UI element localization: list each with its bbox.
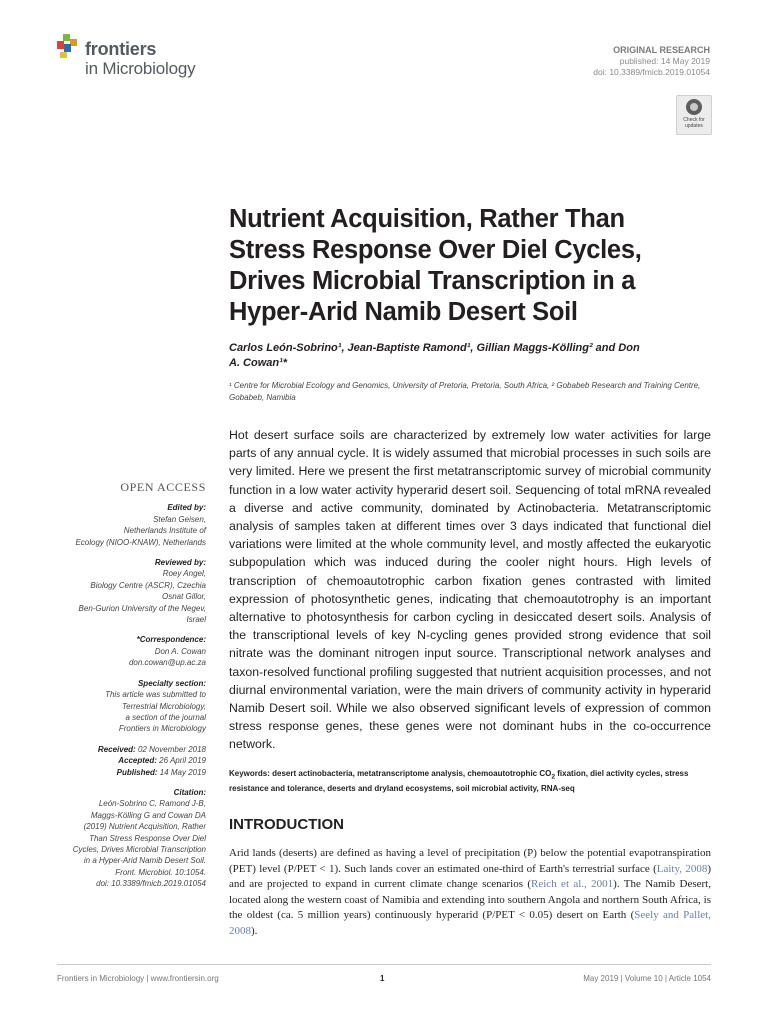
citation-label: Citation: xyxy=(173,787,206,797)
keywords-label: Keywords: xyxy=(229,769,270,778)
article-type: ORIGINAL RESEARCH xyxy=(613,45,710,55)
accepted-value: 26 April 2019 xyxy=(159,756,206,766)
article-sidebar xyxy=(50,482,206,890)
intro-text-1: Arid lands (deserts) are defined as having a level of precipitation (P) below the potential evapotranspiration (PET) level (P/PET < 1). Such lands cover an estimated one-third of Earth's terrestrial surface ( xyxy=(229,847,711,875)
section-heading-introduction: INTRODUCTION xyxy=(229,816,344,833)
edited-by-label: Edited by: xyxy=(167,503,206,513)
keywords xyxy=(229,768,711,795)
edited-by-line: Stefan Geisen, xyxy=(153,514,206,524)
author-list[interactable]: Carlos León-Sobrino¹, Jean-Baptiste Ramond¹, Gillian Maggs-Kölling² and Don A. Cowan¹* xyxy=(229,342,640,369)
frontiers-logo-icon xyxy=(57,34,81,60)
specialty-section-block xyxy=(50,689,206,735)
reviewed-by-line: Israel xyxy=(186,615,206,625)
citation-line: Than Stress Response Over Diel xyxy=(89,833,206,843)
accepted-date xyxy=(50,755,206,766)
accepted-label: Accepted: xyxy=(118,756,157,766)
received-date xyxy=(50,744,206,755)
citation-line: in a Hyper-Arid Namib Desert Soil. xyxy=(83,856,206,866)
citation-line: León-Sobrino C, Ramond J-B, xyxy=(98,799,206,809)
article-doi[interactable]: doi: 10.3389/fmicb.2019.01054 xyxy=(593,67,710,77)
reviewed-by-line: Biology Centre (ASCR), Czechia xyxy=(90,580,206,590)
reviewed-by-line: Osnat Gillor, xyxy=(161,592,206,602)
abstract: Hot desert surface soils are characterized by extremely low water activities for large parts of any annual cycle. It is widely assumed that microbial processes in such soils are very limited. Here we present the first metatranscriptomic survey of microbial community function in a low water activity hyperarid desert soil. Sequencing of total mRNA revealed a diverse and active community, dominated by Actinobacteria. Metatranscriptomic analysis of samples taken at different times over 3 days indicated that functional diel variations were limited at the whole community level, and mostly affected the eukaryotic subpopulation which was induced during the cooler night hours. High levels of transcription of chemoautotrophic carbon fixation genes contrasted with limited expression of photosynthetic genes, indicating that chemoautotrophy is an important alternative to photosynthesis for carbon cycling in desiccated desert soils. Analysis of the transcriptional levels of key N-cycling genes provided strong evidence that soil nitrate was the dominant nitrogen input source. Transcriptional network analyses and taxon-resolved functional profiling suggested that nutrient acquisition processes, and not diurnal environmental variation, were the main drivers of community activity in hyperarid Namib Desert soil. While we also observed significant levels of expression of common stress response genes, these genes were not dominant hubs in the co-occurrence network. xyxy=(229,428,711,752)
published-label: Published: xyxy=(116,767,158,777)
keywords-subscript: 2 xyxy=(551,773,556,781)
article-meta-header xyxy=(593,45,710,78)
correspondence-email[interactable]: don.cowan@up.ac.za xyxy=(128,658,206,668)
footer-divider xyxy=(57,964,711,965)
edited-by-line: Netherlands Institute of xyxy=(123,526,206,536)
correspondence-label: *Correspondence: xyxy=(136,635,206,645)
introduction-paragraph xyxy=(229,846,711,940)
citation-line: Front. Microbiol. 10:1054. xyxy=(115,867,206,877)
edited-by-line: Ecology (NIOO-KNAW), Netherlands xyxy=(75,537,206,547)
affiliations: ¹ Centre for Microbial Ecology and Genomics, University of Pretoria, Pretoria, South Africa, ² Gobabeb Research and Training Centre, Gobabeb, Namibia xyxy=(229,381,701,402)
specialty-line: Terrestrial Microbiology, xyxy=(121,701,206,711)
journal-logo[interactable] xyxy=(57,34,217,80)
keywords-text-a: desert actinobacteria, metatranscriptome analysis, chemoautotrophic CO xyxy=(272,769,552,778)
article-title: Nutrient Acquisition, Rather Than Stress Response Over Diel Cycles, Drives Microbial Transcription in a Hyper-Arid Namib Desert Soil xyxy=(229,205,642,326)
citation-doi[interactable]: doi: 10.3389/fmicb.2019.01054 xyxy=(96,879,206,889)
specialty-section-label: Specialty section: xyxy=(137,678,206,688)
citation-link-laity[interactable]: Laity, 2008 xyxy=(656,862,708,875)
page-number: 1 xyxy=(380,974,385,983)
published-date-sidebar xyxy=(50,767,206,778)
reviewed-by-label: Reviewed by: xyxy=(154,558,206,568)
received-value: 02 November 2018 xyxy=(137,744,206,754)
received-label: Received: xyxy=(97,744,136,754)
citation-link-reich[interactable]: Reich et al., 2001 xyxy=(531,878,614,891)
footer-journal-link[interactable]: Frontiers in Microbiology | www.frontiersin.org xyxy=(57,974,219,983)
correspondence-block xyxy=(50,646,206,669)
edited-by-block xyxy=(50,514,206,548)
footer-issue-info: May 2019 | Volume 10 | Article 1054 xyxy=(583,974,711,983)
check-updates-label: Check for updates xyxy=(683,117,705,129)
citation-line: (2019) Nutrient Acquisition, Rather xyxy=(83,822,206,832)
reviewed-by-block xyxy=(50,568,206,625)
citation-line: Cycles, Drives Microbial Transcription xyxy=(72,844,206,854)
citation-link-seely[interactable]: Seely and Pallet, 2008 xyxy=(229,909,711,937)
intro-text-3: ). The Namib Desert, located along the western coast of Namibia and extending into southern Angola and northern South Africa, is the oldest (ca. 5 million years) continuously hyperarid (P/PET < 0.05) desert on Earth ( xyxy=(229,878,711,922)
citation-line: Maggs-Kölling G and Cowan DA xyxy=(90,810,206,820)
published-value: 14 May 2019 xyxy=(159,767,206,777)
check-updates-icon xyxy=(686,99,702,115)
reviewed-by-line: Ben-Gurion University of the Negev, xyxy=(78,603,206,613)
intro-text-2: ) and are projected to expand in current climate change scenarios ( xyxy=(229,862,711,891)
open-access-label: OPEN ACCESS xyxy=(120,480,206,494)
check-for-updates-button[interactable] xyxy=(676,95,712,135)
intro-text-4: ). xyxy=(251,924,258,937)
logo-name: frontiers xyxy=(85,39,157,59)
citation-block xyxy=(50,798,206,889)
keywords-text-b: fixation, diel activity cycles, stress resistance and tolerance, deserts and dryland ecosystems, soil microbial activity, RNA-seq xyxy=(229,769,689,794)
specialty-line: This article was submitted to xyxy=(105,690,206,700)
reviewed-by-line: Roey Angel, xyxy=(162,569,206,579)
logo-journal: in Microbiology xyxy=(85,59,196,78)
specialty-line: a section of the journal xyxy=(125,712,206,722)
published-date: published: 14 May 2019 xyxy=(619,56,710,66)
correspondence-name: Don A. Cowan xyxy=(154,646,206,656)
specialty-line: Frontiers in Microbiology xyxy=(118,724,206,734)
